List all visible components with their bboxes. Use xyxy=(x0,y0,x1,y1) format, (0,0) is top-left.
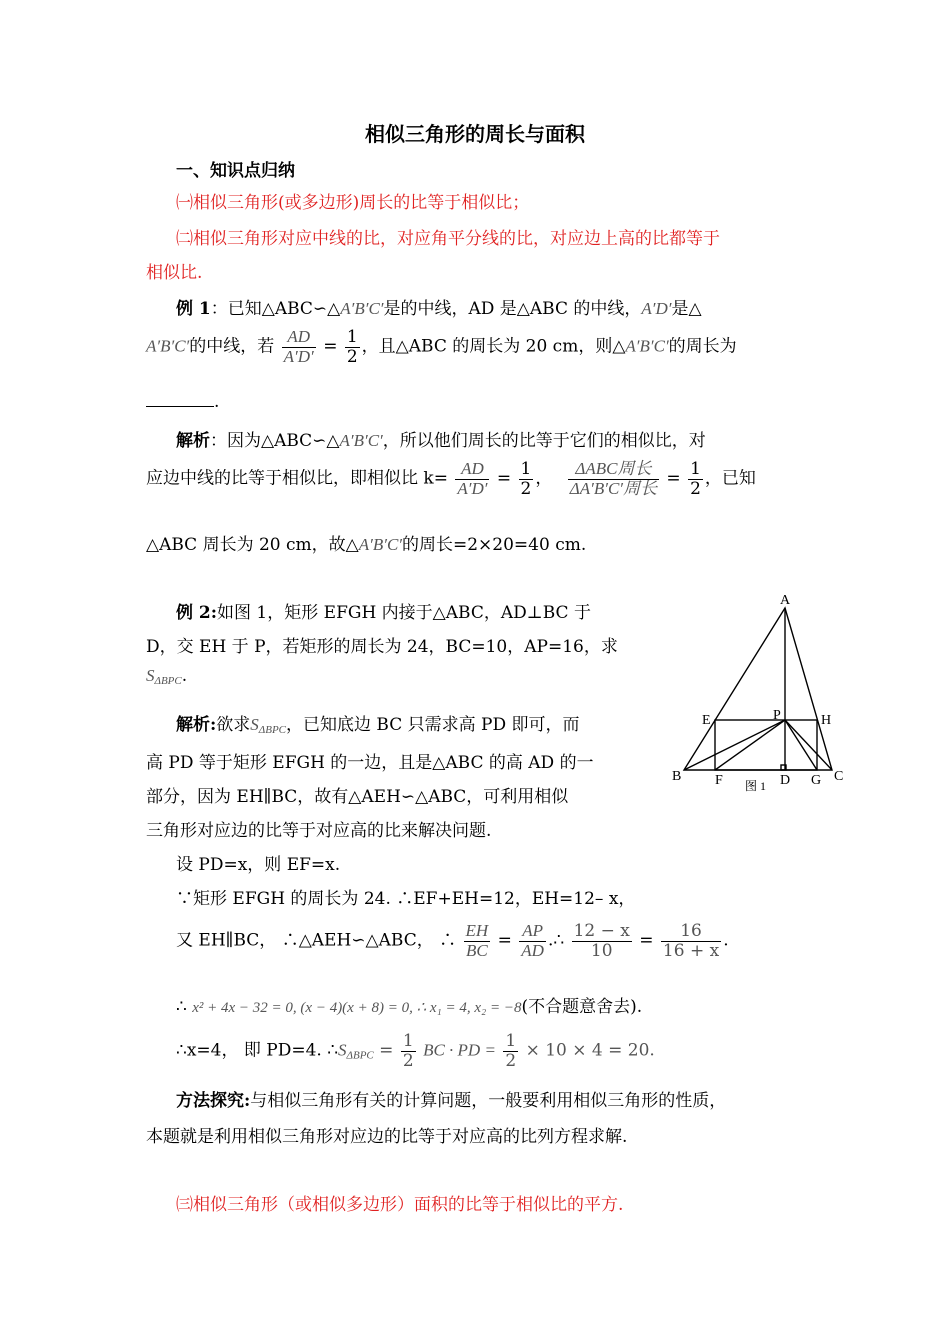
label-c: C xyxy=(834,769,844,784)
solution-2-line-3: 部分，因为 EH∥BC，故有△AEH∽△ABC，可利用相似 xyxy=(146,787,569,807)
solution-2-line-2: 高 PD 等于矩形 EFGH 的一边，且是△ABC 的高 AD 的一 xyxy=(146,753,594,773)
knowledge-point-3: ㈢相似三角形（或相似多边形）面积的比等于相似比的平方. xyxy=(176,1195,624,1215)
solution-2-line-4: 三角形对应边的比等于对应高的比来解决问题. xyxy=(146,821,492,841)
label-h: H xyxy=(821,713,832,728)
solution-2-line-9: ∴x=4， 即 PD=4. $\therefore S_{\Delta BPC}$ = $\frac{1}{2}$ BC · PD = $\frac{1}{2}$ × 10 × 4 = 20. xyxy=(176,1031,655,1071)
solution-1-line-2: 应边中线的比等于相似比，即相似比 k= $\frac{AD}{A'D'}$ = $\frac{1}{2}$ ， $\frac{\text{ΔABC周长}}{\text{ΔA′B′C′周长}}$ = $\frac{1}{2}$ ，已知 xyxy=(146,459,756,499)
example-2-line-2: D，交 EH 于 P，若矩形的周长为 24，BC=10，AP=16，求 xyxy=(146,637,618,657)
label-b: B xyxy=(672,769,682,784)
solution-1-line-1: 解析：因为△ABC∽△A′B′C′，所以他们周长的比等于它们的相似比，对 xyxy=(176,431,706,451)
example-2-line-1: 例 2:如图 1，矩形 EFGH 内接于△ABC，AD⊥BC 于 xyxy=(176,603,591,623)
figure-caption: 图 1 xyxy=(745,779,767,793)
section-heading: 一、知识点归纳 xyxy=(176,161,295,181)
segment-pg xyxy=(785,720,817,770)
knowledge-point-1: ㈠相似三角形(或多边形)周长的比等于相似比； xyxy=(176,193,530,213)
example-1-line-2: A′B′C′的中线，若 $\frac{AD}{A'D'}$ = $\frac{1}{2}$ ，且△ABC 的周长为 20 cm，则△A′B′C′的周长为 xyxy=(146,327,737,367)
page-title: 相似三角形的周长与面积 xyxy=(365,122,585,146)
solution-2-line-8: ∴ x² + 4x − 32 = 0, (x − 4)(x + 8) = 0, ∴ x₁ = 4, x₂ = −8(不合题意舍去). xyxy=(176,997,643,1017)
solution-2-line-7: 又 EH∥BC， ∴△AEH∽△ABC， ∴ $\frac{EH}{BC}$ = $\frac{AP}{AD}$ .∴ $\frac{12 - x}{10}$ = $\frac{16}{16 + x}$ . xyxy=(176,921,729,961)
label-p: P xyxy=(773,708,781,723)
solution-2-line-1: 解析:欲求$S_{\Delta BPC}$，已知底边 BC 只需求高 PD 即可，而 xyxy=(176,715,580,736)
label-e: E xyxy=(702,713,711,728)
label-f: F xyxy=(715,773,723,788)
segment-fp xyxy=(715,720,785,770)
solution-2-line-6: ∵矩形 EFGH 的周长为 24. ∴EF+EH=12，EH=12– x， xyxy=(176,889,636,909)
knowledge-point-2: ㈡相似三角形对应中线的比，对应角平分线的比，对应边上高的比都等于 xyxy=(176,229,720,249)
solution-2-line-5: 设 PD=x，则 EF=x. xyxy=(176,855,341,875)
example-2-line-3: $S_{\Delta BPC}$. xyxy=(146,666,188,687)
knowledge-point-2-cont: 相似比. xyxy=(146,263,203,283)
figure-1-triangle xyxy=(670,590,850,800)
label-g: G xyxy=(811,773,822,788)
example-1-answer-blank: . xyxy=(146,392,219,412)
label-a: A xyxy=(780,593,791,608)
example-1-line-1: 例 1：已知△ABC∽△A′B′C′是的中线，AD 是△ABC 的中线，A′D′是△ xyxy=(176,299,702,319)
solution-1-line-3: △ABC 周长为 20 cm，故△A′B′C′的周长=2×20=40 cm. xyxy=(146,535,587,555)
method-line-2: 本题就是利用相似三角形对应边的比等于对应高的比列方程求解. xyxy=(146,1127,628,1147)
label-d: D xyxy=(780,773,791,788)
method-line-1: 方法探究:与相似三角形有关的计算问题，一般要利用相似三角形的性质， xyxy=(176,1091,727,1111)
